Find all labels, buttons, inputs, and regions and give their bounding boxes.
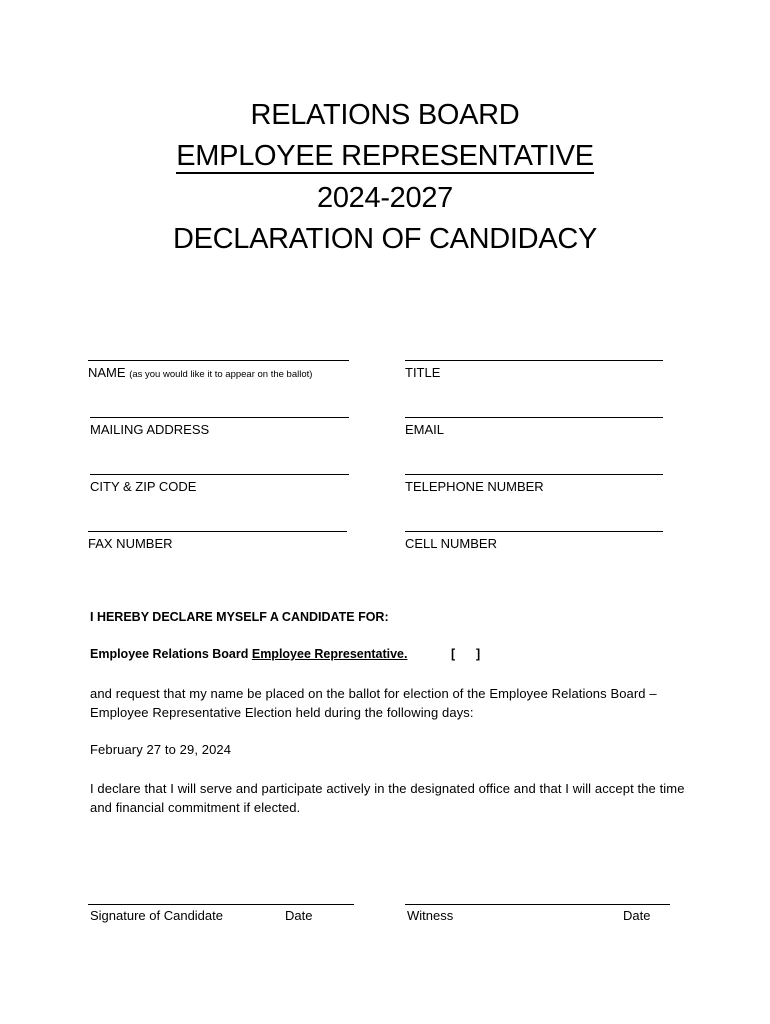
city-zip-field[interactable]	[90, 474, 349, 494]
office-line	[90, 647, 407, 661]
title-organization: RELATIONS BOARD	[250, 99, 520, 131]
office-name: Employee Representative.	[251, 647, 408, 661]
commitment-paragraph: I declare that I will serve and participate actively in the designated office and that I will accept the time and financial commitment if elected.	[90, 781, 685, 815]
title-term: 2024-2027	[317, 182, 453, 214]
name-label: NAME (as you would like it to appear on the ballot)	[88, 365, 313, 380]
name-line	[88, 360, 349, 361]
title-position-text: EMPLOYEE REPRESENTATIVE	[176, 140, 594, 172]
cell-line	[405, 531, 663, 532]
name-hint: (as you would like it to appear on the ballot)	[129, 369, 313, 380]
email-field[interactable]	[405, 417, 663, 437]
candidate-signature-line	[88, 904, 354, 905]
cell-label: CELL NUMBER	[405, 536, 497, 551]
candidate-date-label: Date	[285, 908, 313, 923]
witness-date-label: Date	[623, 908, 651, 923]
witness-signature-line	[405, 904, 670, 905]
declaration-heading: I HEREBY DECLARE MYSELF A CANDIDATE FOR:	[90, 610, 389, 624]
witness-signature-field[interactable]	[405, 904, 670, 926]
telephone-label: TELEPHONE NUMBER	[405, 479, 544, 494]
office-prefix: Employee Relations Board	[90, 647, 252, 661]
email-label: EMAIL	[405, 422, 445, 437]
telephone-field[interactable]	[405, 474, 663, 494]
cell-field[interactable]	[405, 531, 663, 551]
fax-label: FAX NUMBER	[88, 536, 173, 551]
mailing-address-label: MAILING ADDRESS	[90, 422, 210, 437]
title-label: TITLE	[405, 365, 441, 380]
ballot-request-paragraph: and request that my name be placed on the ballot for election of the Employee Relations Board – Employee Representative Election held during the following days:	[90, 686, 657, 720]
candidacy-checkbox[interactable]: [ ]	[451, 647, 481, 661]
witness-label: Witness	[407, 908, 454, 923]
title-field[interactable]	[405, 360, 663, 380]
candidate-signature-label: Signature of Candidate	[90, 908, 223, 923]
email-line	[405, 417, 663, 418]
city-zip-line	[90, 474, 349, 475]
title-document: DECLARATION OF CANDIDACY	[172, 223, 598, 255]
mailing-address-line	[90, 417, 349, 418]
name-field[interactable]	[88, 360, 349, 380]
fax-line	[88, 531, 347, 532]
telephone-line	[405, 474, 663, 475]
candidate-signature-field[interactable]	[88, 904, 354, 926]
election-dates: February 27 to 29, 2024	[90, 742, 232, 757]
fax-field[interactable]	[88, 531, 347, 551]
city-zip-label: CITY & ZIP CODE	[90, 479, 197, 494]
mailing-address-field[interactable]	[90, 417, 349, 437]
title-line	[405, 360, 663, 361]
title-position	[0, 139, 770, 173]
